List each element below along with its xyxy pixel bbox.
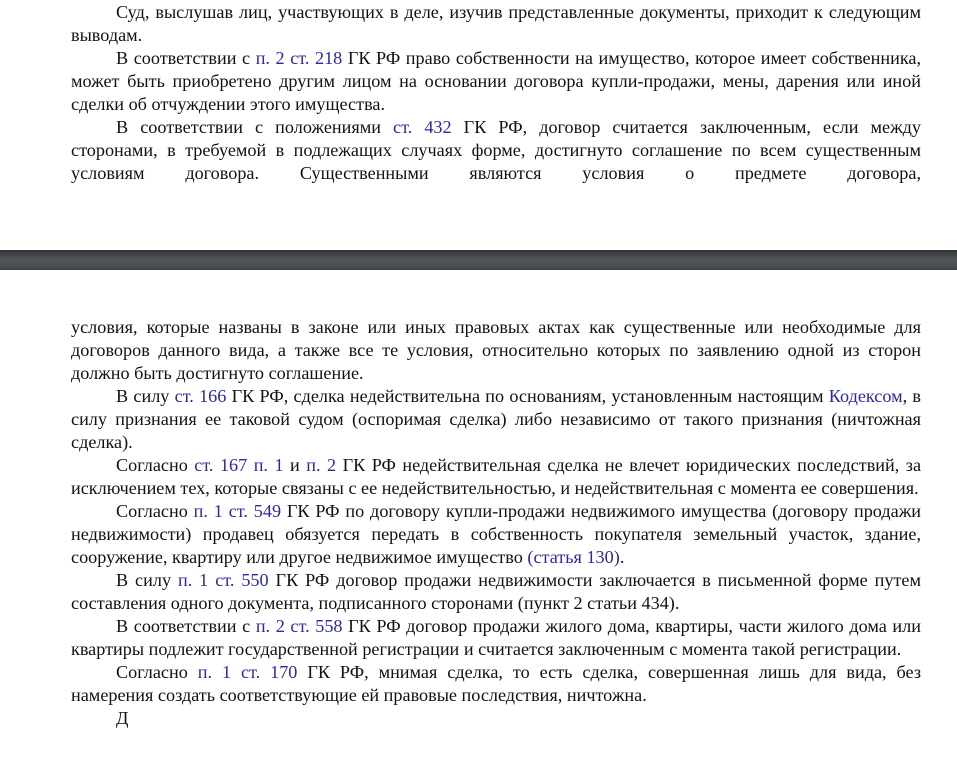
paragraph-text: В силу [116, 570, 178, 590]
link-p2[interactable]: п. 2 [306, 455, 337, 475]
paragraph-court-conclusion [71, 1, 921, 47]
link-p1-art-549[interactable]: п. 1 ст. 549 [193, 501, 282, 521]
document-page-bottom [0, 270, 957, 758]
paragraph-text: ГК РФ договор продажи недвижимости заключается в письменной форме путем составления одного документа, подписанного сторонами (пункт 2 статьи 434). [71, 570, 921, 613]
paragraph-art-550 [71, 569, 921, 615]
paragraph-text: ГК РФ, сделка недействительна по основаниям, установленным настоящим [226, 386, 829, 406]
paragraph-text: . [619, 547, 625, 567]
link-p1-art-170[interactable]: п. 1 ст. 170 [197, 662, 298, 682]
paragraph-art-432 [71, 116, 921, 185]
paragraph-text: условия, которые названы в законе или иных правовых актах как существенные или необходимые для договоров данного вида, а также все те условия, относительно которых по заявлению одной из сторон должно быть достигнуто соглашение. [71, 317, 921, 383]
paragraph-art-549 [71, 500, 921, 569]
paragraph-text: Согласно [116, 501, 194, 521]
paragraph-text: Д [116, 708, 129, 728]
paragraph-text: ГК РФ недействительная сделка не влечет юридических последствий, за исключением тех, которые связаны с ее недействительностью, и недействительная с момента ее совершения. [71, 455, 922, 498]
paragraph-text: ГК РФ договор продажи жилого дома, квартиры, части жилого дома или квартиры подлежит государственной регистрации и считается заключенным с момента такой регистрации. [71, 616, 921, 659]
paragraph-text: В соответствии с [116, 48, 256, 68]
link-p2-art-558[interactable]: п. 2 ст. 558 [255, 616, 343, 636]
link-p2-art-218[interactable]: п. 2 ст. 218 [255, 48, 343, 68]
paragraph-text: ГК РФ, мнимая сделка, то есть сделка, совершенная лишь для вида, без намерения создать соответствующие ей правовые последствия, ничтожна. [71, 662, 921, 705]
link-codex[interactable]: Кодексом [828, 386, 903, 406]
link-art-130[interactable]: (статья 130) [527, 547, 620, 567]
paragraph-partial-cutoff [71, 707, 921, 730]
paragraph-art-170 [71, 661, 921, 707]
page-top-text [71, 1, 921, 185]
paragraph-text: и [283, 455, 307, 475]
paragraph-text: В силу [116, 386, 175, 406]
paragraph-text: , в силу признания ее таковой судом (оспоримая сделка) либо независимо от такого признания (ничтожная сделка). [71, 386, 922, 452]
link-art-432[interactable]: ст. 432 [393, 117, 452, 137]
paragraph-text: ГК РФ, договор считается заключенным, если между сторонами, в требуемой в подлежащих случаях форме, достигнуто соглашение по всем существенным условиям договора. Существенными являются условия о предмете договора, [71, 117, 922, 183]
paragraph-text: ГК РФ право собственности на имущество, которое имеет собственника, может быть приобретено другим лицом на основании договора купли-продажи, мены, дарения или иной сделки об отчуждении этого имущества. [71, 48, 921, 114]
paragraph-art-218 [71, 47, 921, 116]
paragraph-text: В соответствии с положениями [116, 117, 394, 137]
paragraph-text: Суд, выслушав лиц, участвующих в деле, изучив представленные документы, приходит к следующим выводам. [71, 2, 921, 45]
paragraph-art-558 [71, 615, 921, 661]
document-page-top [0, 0, 957, 250]
link-art-167-p1[interactable]: ст. 167 п. 1 [194, 455, 284, 475]
paragraph-art-167 [71, 454, 921, 500]
paragraph-text: В соответствии с [116, 616, 256, 636]
paragraph-text: Согласно [116, 455, 195, 475]
page-bottom-text [71, 316, 921, 730]
page-separator [0, 250, 957, 270]
paragraph-text: Согласно [116, 662, 198, 682]
paragraph-art-166 [71, 385, 921, 454]
paragraph-text: ГК РФ по договору купли-продажи недвижимого имущества (договору продажи недвижимости) продавец обязуется передать в собственность покупателя земельный участок, здание, сооружение, квартиру или другое недвижимое имущество [71, 501, 921, 567]
link-art-166[interactable]: ст. 166 [174, 386, 227, 406]
link-p1-art-550[interactable]: п. 1 ст. 550 [177, 570, 269, 590]
paragraph-essential-terms-continued [71, 316, 921, 385]
